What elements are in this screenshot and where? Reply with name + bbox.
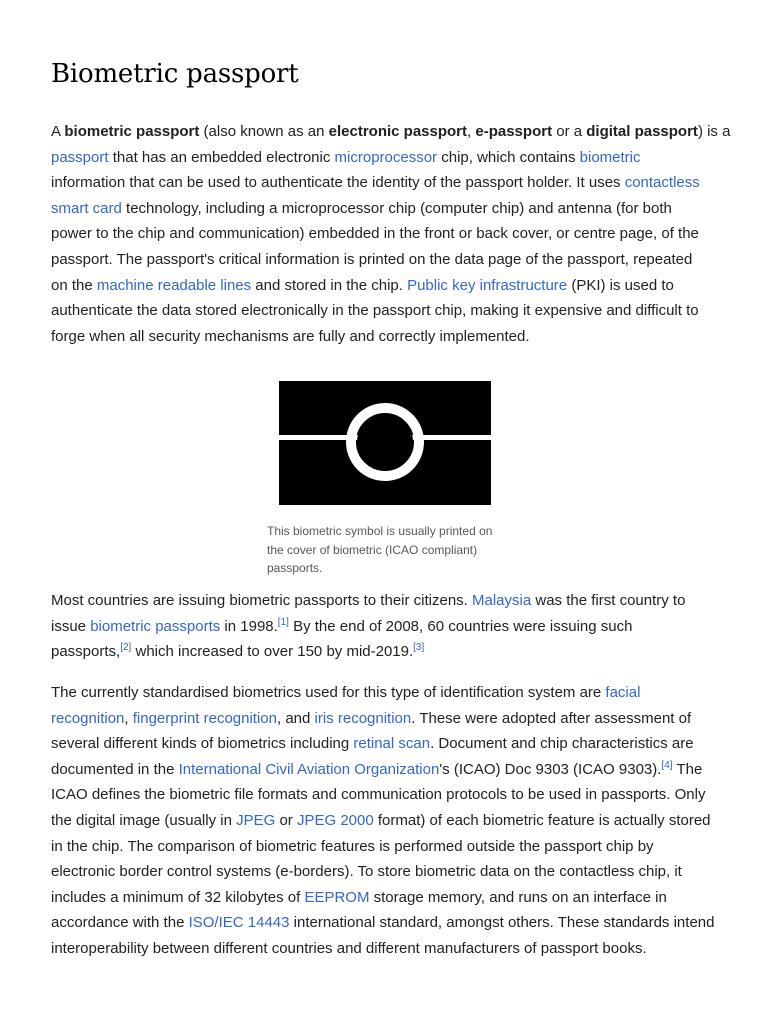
text-line (51, 885, 721, 911)
link-jpeg-2000[interactable]: JPEG 2000 (296, 811, 374, 829)
text: storage memory, and runs on an interface in (369, 888, 667, 906)
text: , (124, 709, 133, 727)
text-line (51, 170, 721, 196)
citation-3[interactable]: [3] (413, 642, 425, 654)
link-facial-recognition[interactable]: facial (605, 684, 641, 701)
biometric-passport-symbol-icon[interactable] (279, 381, 491, 505)
text: passports, (51, 643, 121, 661)
text-line: in the chip. The comparison of biometric features is performed outside the passport chip by (51, 837, 654, 855)
text-line: electronic border control systems (e-borders). To store biometric data on the contactless chip, it (51, 863, 682, 881)
text: several different kinds of biometrics including (51, 735, 354, 753)
text: . These were adopted after assessment of (411, 709, 692, 727)
text-line: ICAO defines the biometric file formats and communication protocols to be used in passports. Only (51, 786, 706, 804)
text-line (51, 731, 721, 757)
link-biometric[interactable]: biometric (579, 148, 641, 166)
standards-paragraph (51, 680, 721, 962)
text-line: power to the chip and communication) embedded in the front or back cover, or centre page, of the (51, 225, 699, 243)
text: . Document and chip characteristics are (430, 735, 694, 753)
text-line (51, 119, 731, 145)
link-facial-recognition[interactable]: recognition (51, 709, 125, 727)
link-iso-iec-14443[interactable]: ISO/IEC 14443 (188, 914, 290, 932)
text-line: passport. The passport's critical information is printed on the data page of the passport, repeated (51, 250, 693, 268)
text-line (51, 196, 721, 222)
text: A (51, 123, 65, 140)
bold-term: electronic passport (328, 123, 468, 140)
text: that has an embedded electronic (108, 148, 335, 166)
text: 's (ICAO) Doc 9303 (ICAO 9303). (439, 760, 662, 778)
text: or a (552, 123, 587, 140)
symbol-core (357, 414, 413, 470)
text: Most countries are issuing biometric passports to their citizens. (51, 592, 473, 609)
text: The (672, 760, 703, 778)
link-icao[interactable]: International Civil Aviation Organization (178, 760, 440, 778)
caption-line: the cover of biometric (ICAO compliant) (267, 542, 478, 557)
text: ) is a (697, 123, 731, 140)
caption-line: This biometric symbol is usually printed on (267, 524, 493, 538)
link-machine-readable-lines[interactable]: machine readable lines (96, 276, 252, 294)
text-line (51, 706, 721, 732)
text-line (51, 680, 721, 706)
text-line (51, 639, 721, 665)
figure-caption (267, 522, 517, 578)
text: accordance with the (51, 914, 189, 932)
text-line (51, 588, 721, 614)
bold-term: digital passport (586, 123, 698, 140)
link-retinal-scan[interactable]: retinal scan (353, 735, 431, 753)
adoption-paragraph (51, 588, 721, 665)
text: international standard, amongst others. These standards intend (289, 914, 715, 932)
text-line: authenticate the data stored electronically in the passport chip, making it expensive and difficult to (51, 302, 699, 320)
text: in 1998. (220, 617, 278, 635)
link-biometric-passports[interactable]: biometric passports (90, 617, 221, 635)
link-malaysia[interactable]: Malaysia (472, 592, 532, 609)
link-iris-recognition[interactable]: iris recognition (314, 709, 412, 727)
citation-1[interactable]: [1] (277, 616, 289, 628)
link-eeprom[interactable]: EEPROM (304, 888, 370, 906)
text: (also known as an (199, 123, 329, 140)
text: the digital image (usually in (51, 811, 237, 829)
text: which increased to over 150 by mid-2019. (131, 643, 414, 661)
text-line (51, 273, 721, 299)
text: technology, including a microprocessor chip (computer chip) and antenna (for both (121, 199, 672, 217)
text: By the end of 2008, 60 countries were issuing such (288, 617, 633, 635)
link-passport[interactable]: passport (51, 148, 109, 166)
text: , and (277, 709, 315, 727)
text-line: forge when all security mechanisms are fully and correctly implemented. (51, 327, 530, 345)
page-title: Biometric passport (51, 59, 299, 89)
text: (PKI) is used to (567, 276, 674, 294)
text-line (51, 757, 721, 783)
link-contactless-smart-card[interactable]: smart card (51, 199, 122, 217)
intro-paragraph (51, 119, 731, 349)
link-fingerprint-recognition[interactable]: fingerprint recognition (132, 709, 277, 727)
caption-line: passports. (267, 561, 323, 575)
text: and stored in the chip. (251, 276, 408, 294)
bold-term: e-passport (475, 123, 553, 140)
text-line (51, 145, 721, 171)
link-public-key-infrastructure[interactable]: Public key infrastructure (407, 276, 568, 294)
text-line (51, 910, 721, 936)
text: documented in the (51, 760, 179, 778)
text: , (467, 123, 476, 140)
link-contactless-smart-card[interactable]: contactless (624, 174, 700, 192)
text: on the (51, 276, 97, 294)
link-microprocessor[interactable]: microprocessor (334, 148, 438, 166)
text: chip, which contains (437, 148, 580, 166)
text-line: interoperability between different countries and different manufacturers of passport books. (51, 939, 647, 957)
text: issue (51, 617, 91, 635)
text-line (51, 808, 721, 834)
bold-term: biometric passport (64, 123, 200, 140)
citation-4[interactable]: [4] (661, 759, 673, 771)
citation-2[interactable]: [2] (120, 642, 132, 654)
text: includes a minimum of 32 kilobytes of (51, 888, 305, 906)
text-line (51, 614, 721, 640)
link-jpeg[interactable]: JPEG (236, 811, 276, 829)
text: format) of each biometric feature is actually stored (373, 811, 711, 829)
text: or (275, 811, 297, 829)
text: information that can be used to authenticate the identity of the passport holder. It uses (51, 174, 625, 192)
text: The currently standardised biometrics used for this type of identification system are (51, 684, 606, 701)
text: was the first country to (531, 592, 686, 609)
